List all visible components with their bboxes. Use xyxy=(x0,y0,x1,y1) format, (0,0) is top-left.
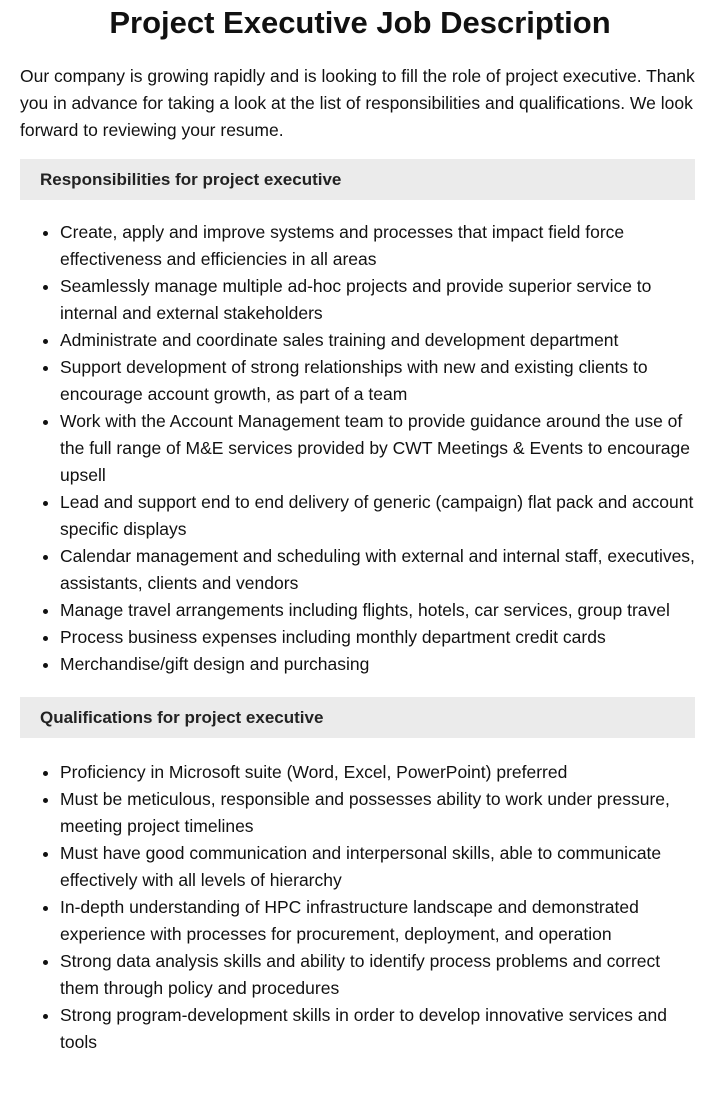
list-item: • Seamlessly manage multiple ad-hoc projects and provide superior service to internal and external stakeholders xyxy=(60,273,700,327)
intro-paragraph: Our company is growing rapidly and is looking to fill the role of project executive. Thank you in advance for taking a look at the list of responsibilities and qualifications. We look forward to reviewing your resume. xyxy=(20,66,695,140)
page-title: Project Executive Job Description xyxy=(109,5,611,40)
list-item: • Support development of strong relationships with new and existing clients to encourage account growth, as part of a team xyxy=(60,354,700,408)
list-item: • Create, apply and improve systems and processes that impact field force effectiveness and efficiencies in all areas xyxy=(60,219,700,273)
list-item: • Strong program-development skills in order to develop innovative services and tools xyxy=(60,1002,700,1056)
responsibilities-heading: Responsibilities for project executive xyxy=(20,159,695,200)
qualifications-list xyxy=(20,759,700,1056)
list-item: • Proficiency in Microsoft suite (Word, Excel, PowerPoint) preferred xyxy=(60,759,700,786)
list-item: • Must have good communication and interpersonal skills, able to communicate effectively with all levels of hierarchy xyxy=(60,840,700,894)
list-item: • Merchandise/gift design and purchasing xyxy=(60,651,700,678)
list-item: • Work with the Account Management team to provide guidance around the use of the full range of M&E services provided by CWT Meetings & Events to encourage upsell xyxy=(60,408,700,489)
list-item: • Administrate and coordinate sales training and development department xyxy=(60,327,700,354)
responsibilities-list xyxy=(20,219,700,678)
qualifications-heading: Qualifications for project executive xyxy=(20,697,695,738)
list-item: • Manage travel arrangements including flights, hotels, car services, group travel xyxy=(60,597,700,624)
list-item: • Process business expenses including monthly department credit cards xyxy=(60,624,700,651)
list-item: • Lead and support end to end delivery of generic (campaign) flat pack and account specific displays xyxy=(60,489,700,543)
list-item: • Must be meticulous, responsible and possesses ability to work under pressure, meeting project timelines xyxy=(60,786,700,840)
list-item: • Calendar management and scheduling with external and internal staff, executives, assistants, clients and vendors xyxy=(60,543,700,597)
list-item: • In-depth understanding of HPC infrastructure landscape and demonstrated experience with processes for procurement, deployment, and operation xyxy=(60,894,700,948)
list-item: • Strong data analysis skills and ability to identify process problems and correct them through policy and procedures xyxy=(60,948,700,1002)
